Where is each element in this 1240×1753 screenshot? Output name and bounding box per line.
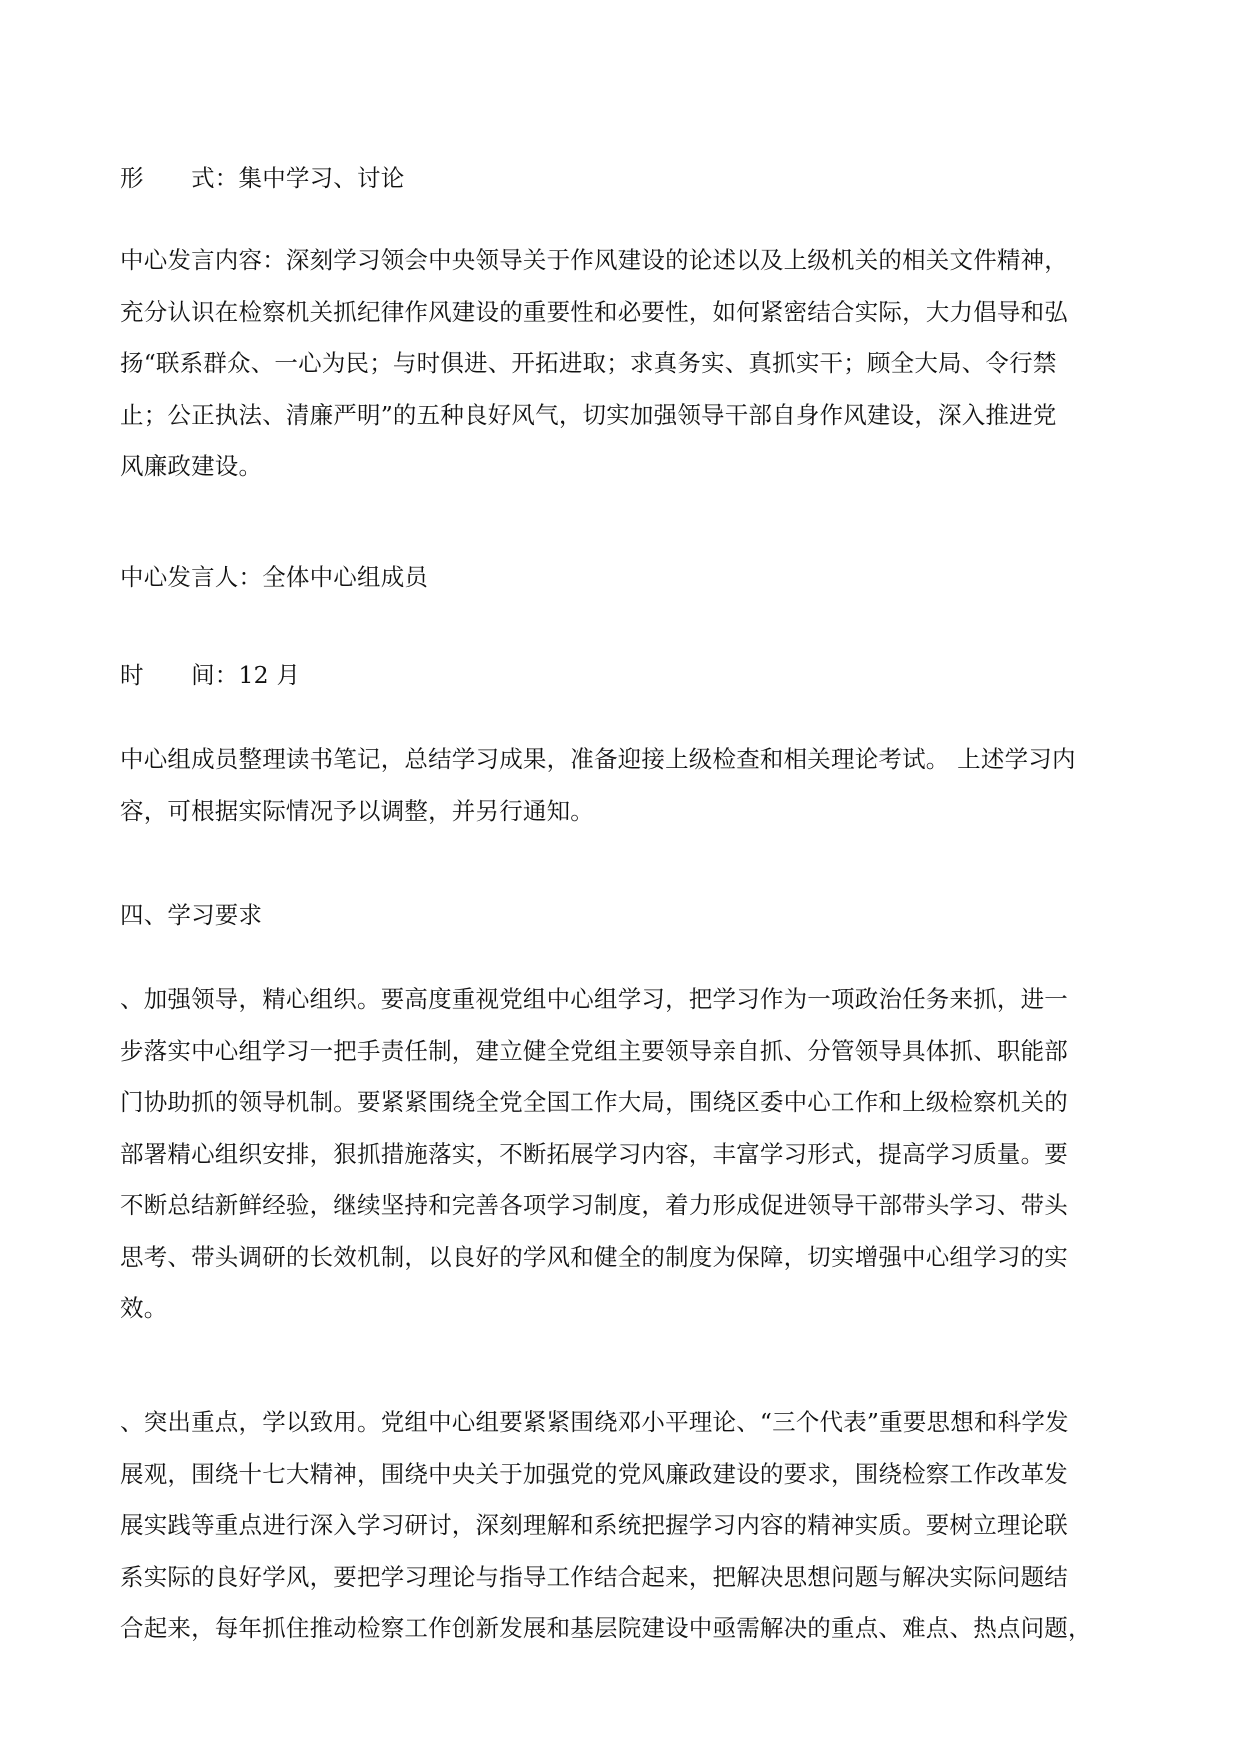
- speaker-label: 中心发言人：: [120, 563, 263, 591]
- paragraph-line: 部署精心组织安排，狠抓措施落实，不断拓展学习内容，丰富学习形式，提高学习质量。要: [120, 1139, 1068, 1168]
- form-value: 集中学习、讨论: [238, 164, 405, 192]
- time-value: 12 月: [238, 661, 301, 689]
- paragraph-line: 合起来，每年抓住推动检察工作创新发展和基层院建设中亟需解决的重点、难点、热点问题，: [120, 1614, 1092, 1642]
- paragraph-line: 效。: [120, 1294, 168, 1322]
- speaker-value: 全体中心组成员: [262, 563, 429, 591]
- speaker-line: [120, 552, 1120, 604]
- paragraph-line: 止；公正执法、清廉严明”的五种良好风气，切实加强领导干部自身作风建设，深入推进党: [120, 400, 1057, 429]
- notes-paragraph: [120, 734, 1120, 837]
- requirement-paragraph-2: [120, 1397, 1120, 1655]
- time-line: [120, 650, 1120, 702]
- paragraph-line: 、突出重点，学以致用。党组中心组要紧紧围绕邓小平理论、“三个代表”重要思想和科学发: [120, 1408, 1069, 1436]
- center-content-paragraph: [120, 235, 1120, 493]
- form-label: 形 式：: [120, 164, 239, 192]
- paragraph-line: 门协助抓的领导机制。要紧紧围绕全党全国工作大局，围绕区委中心工作和上级检察机关的: [120, 1088, 1068, 1116]
- requirement-paragraph-1: [120, 974, 1120, 1335]
- paragraph-line: 中心组成员整理读书笔记，总结学习成果，准备迎接上级检查和相关理论考试。 上述学习内: [120, 745, 1076, 773]
- paragraph-line: 充分认识在检察机关抓纪律作风建设的重要性和必要性，如何紧密结合实际，大力倡导和弘: [120, 297, 1068, 326]
- form-line: [120, 153, 1120, 205]
- paragraph-line: 容，可根据实际情况予以调整，并另行通知。: [120, 796, 594, 825]
- paragraph-line: 风廉政建设。: [120, 452, 263, 480]
- paragraph-line: 扬“联系群众、一心为民；与时俱进、开拓进取；求真务实、真抓实干；顾全大局、令行禁: [120, 349, 1057, 377]
- paragraph-line: 系实际的良好学风，要把学习理论与指导工作结合起来，把解决思想问题与解决实际问题结: [120, 1562, 1068, 1591]
- paragraph-line: 展实践等重点进行深入学习研讨，深刻理解和系统把握学习内容的精神实质。要树立理论联: [120, 1511, 1068, 1539]
- section-heading: 四、学习要求: [120, 901, 263, 929]
- time-label: 时 间：: [120, 661, 239, 689]
- paragraph-line: 步落实中心组学习一把手责任制，建立健全党组主要领导亲自抓、分管领导具体抓、职能部: [120, 1036, 1068, 1065]
- paragraph-line: 不断总结新鲜经验，继续坚持和完善各项学习制度，着力形成促进领导干部带头学习、带头: [120, 1191, 1068, 1219]
- paragraph-line: 、加强领导，精心组织。要高度重视党组中心组学习，把学习作为一项政治任务来抓，进一: [120, 985, 1068, 1013]
- paragraph-line: 中心发言内容：深刻学习领会中央领导关于作风建设的论述以及上级机关的相关文件精神，: [120, 246, 1068, 274]
- paragraph-line: 展观，围绕十七大精神，围绕中央关于加强党的党风廉政建设的要求，围绕检察工作改革发: [120, 1459, 1068, 1488]
- paragraph-line: 思考、带头调研的长效机制，以良好的学风和健全的制度为保障，切实增强中心组学习的实: [120, 1242, 1068, 1271]
